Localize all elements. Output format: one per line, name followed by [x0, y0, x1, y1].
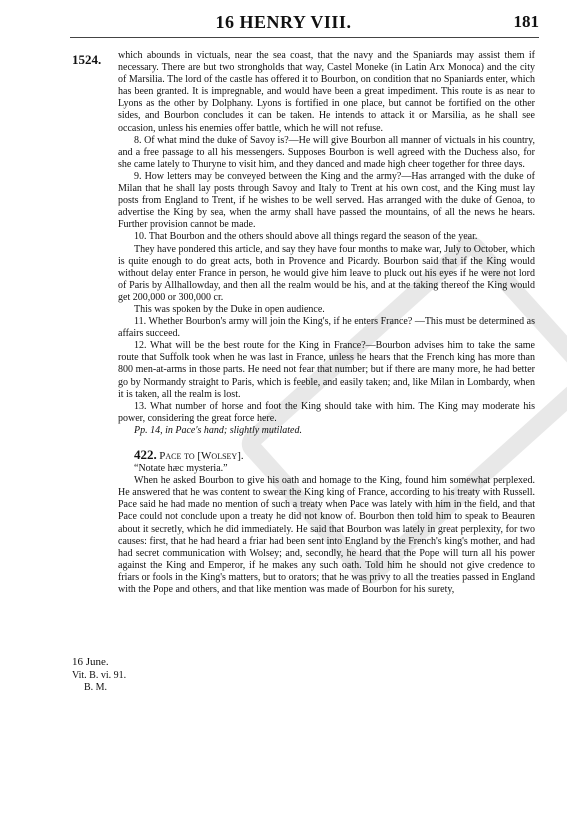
paragraph-item-8: 8. Of what mind the duke of Savoy is?—He will give Bourbon all manner of victuals in his country, and a free passage to all his messengers. Supposes Bourbon is well agreed with the Duchess also, for she came lately to Thuryne to visit him, and they danced and made high cheer together for three days.	[118, 134, 535, 170]
body-text	[118, 50, 535, 596]
paragraph-item-9: 9. How letters may be conveyed between the King and the army?—Has arranged with the duke of Milan that he shall lay posts through Savoy and Italy to Trent at his own cost, and the King must lay posts from England to Trent, if he wishes to be well served. Has arranged with the duke of Genoa, to advertise the King by sea, when the army shall have passed the mountains, of all the news he hears. Further provision cannot be made.	[118, 170, 535, 231]
entry-source-lib: B. M.	[84, 682, 108, 693]
page-number: 181	[513, 12, 539, 31]
paragraph-item-11: 11. Whether Bourbon's army will join the King's, if he enters France? —This must be determined as affairs succeed.	[118, 316, 535, 340]
entry-date: 16 June.	[72, 656, 109, 668]
entry-source-ref: Vit. B. vi. 91.	[72, 670, 127, 681]
entry-motto: “Notate hæc mysteria.”	[134, 463, 228, 475]
paragraph-item-12: 12. What will be the best route for the King in France?—Bourbon advises him to take the same route that Suffolk took when he was last in France, unless he hears that the French king has more than 800 men-at-arms in those parts. He need not fear that number; but if there are many more, he had better go by Normandy straight to Paris, which is feeble, and easily taken; and, like Milan in Lombardy, when it is taken, all the realm is lost.	[118, 340, 535, 400]
entry-heading	[118, 449, 535, 463]
paragraph-continuation: which abounds in victuals, near the sea coast, that the navy and the Spaniards may assist them if necessary. There are but two strongholds that way, Castel Moneke (in Latin Arx Monoca) and the city of Marsilia. The lord of the castle has offered it to Bourbon, on condition that no Spaniards enter, which has been granted. It is impregnable, and would have been a great impediment. This route is as near to Lyons as the other by Dolphany. Lyons is fortified in one place, but cannot be fortified on the other sides, and Bourbon concludes it can be taken. He intends to attack it or Marsilia, as he shall see occasion, unless his enemies offer battle, which he will not refuse.	[118, 50, 535, 134]
running-header-title: 16 HENRY VIII.	[215, 12, 352, 32]
entry-title: Pace to [Wolsey].	[159, 450, 244, 462]
footnote: Pp. 14, in Pace's hand; slightly mutilated.	[134, 424, 302, 436]
paragraph-item-13: 13. What number of horse and foot the King should take with him. The King may moderate his power, considering the great force here.	[118, 400, 535, 424]
margin-year: 1524.	[72, 52, 102, 67]
header-rule	[70, 37, 539, 38]
paragraph-response: They have pondered this article, and say they have four months to make war, July to October, which is quite enough to do great acts, both in Provence and Picardy. Bourbon said that if the King would without delay enter France in person, he would give him leave to pluck out his eyes if he were not lord of Paris by Allhallowday, and then all the realm would be his, and at the taking thereof the King would get 200,000 or 300,000 cr.	[118, 243, 535, 303]
entry-text: When he asked Bourbon to give his oath and homage to the King, found him somewhat perplexed. He answered that he was content to swear the King king of France, according to his treaty with Russell. Pace said he had made no mention of such a treaty when Pace was lately with him in the field, and that Pace could not conclude upon a treaty he did not know of. Bourbon then told him to speak to Beauren about it secretly, which he did immediately. He said that Bourbon was lately in great perplexity, for two causes: first, that he had heard a friar had been sent into England by the French's king's mother, and had had secret communication with Wolsey; and, secondly, he heard that the Pope will turn all his power against the King and Emperor, if he makes any such oath. Told him he should not give credence to friars or fools in the King's matters, but to orators; that he was privy to all the treaties passed in England with the Pope and others, and that like mention was made of Bourbon for his surety,	[118, 475, 535, 596]
paragraph-note: This was spoken by the Duke in open audience.	[134, 303, 325, 315]
paragraph-item-10: 10. That Bourbon and the others should above all things regard the season of the year.	[134, 231, 478, 243]
entry-number: 422.	[134, 447, 157, 462]
